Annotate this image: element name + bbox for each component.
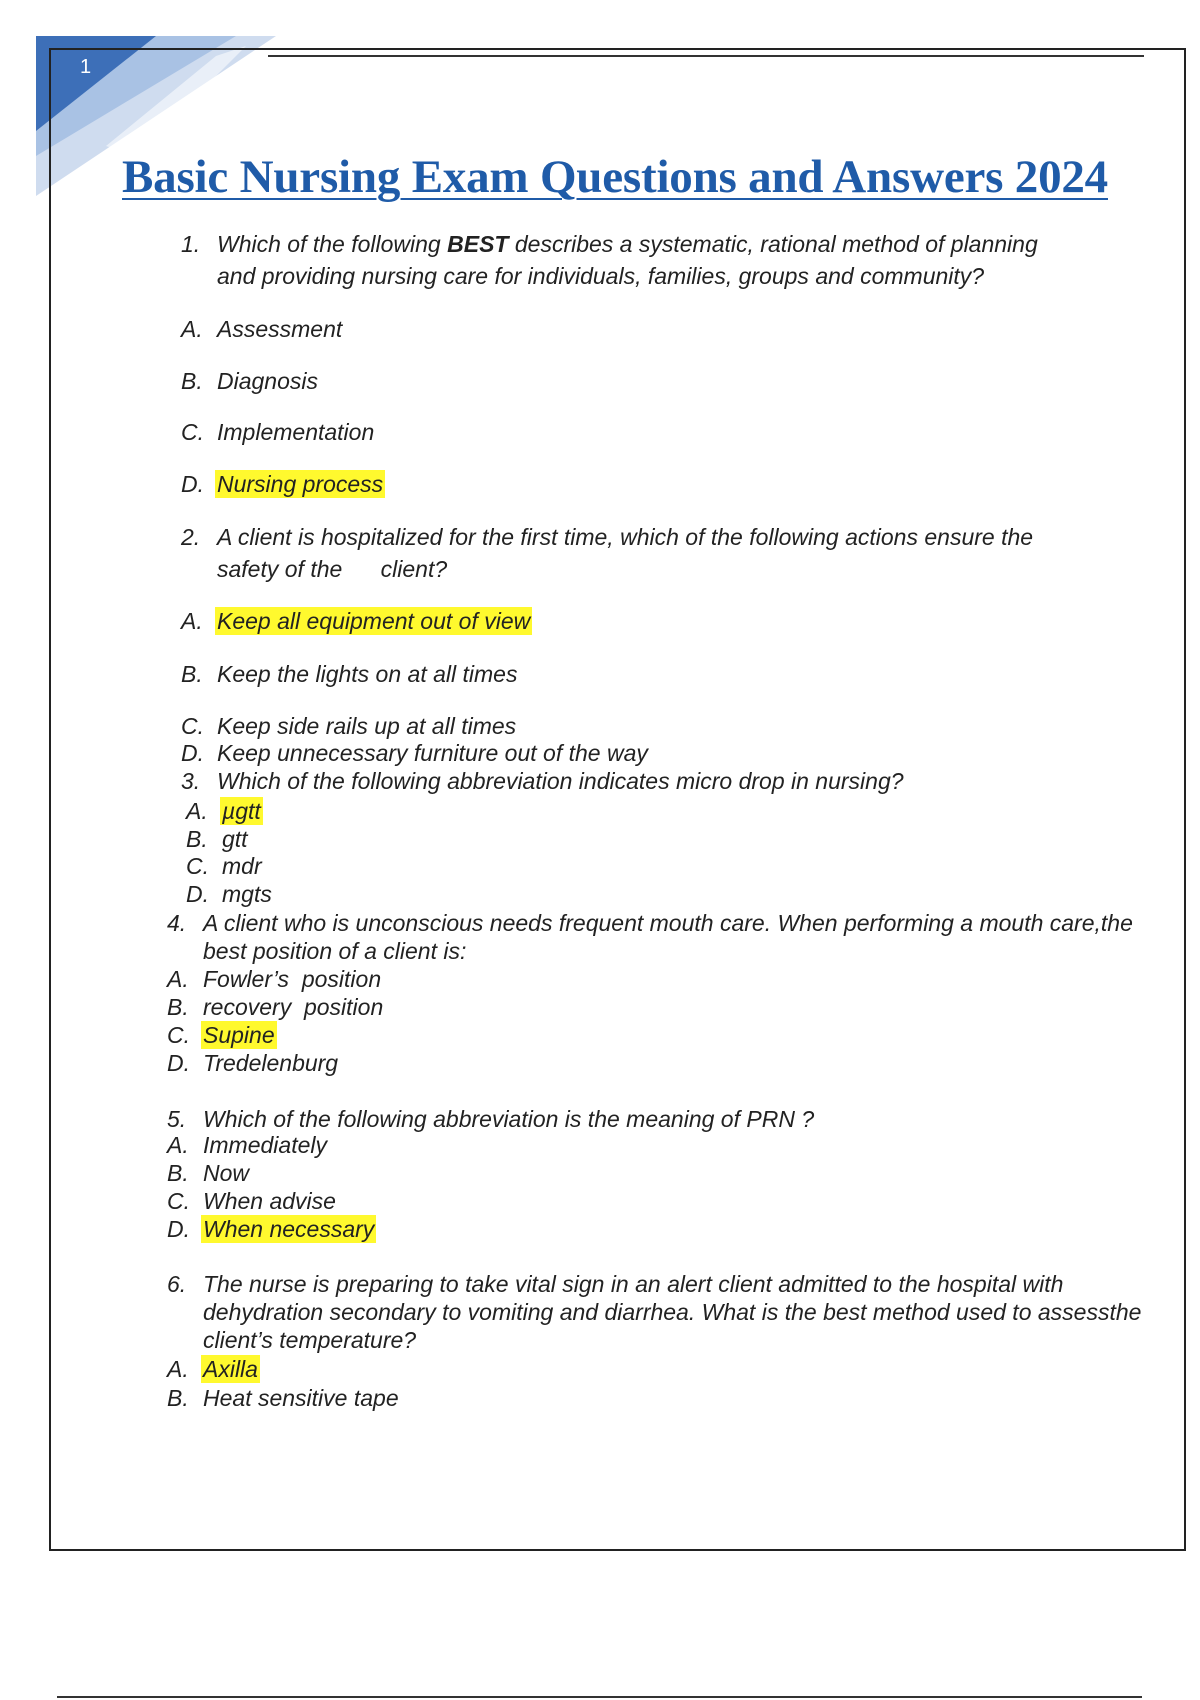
question-number: 2. bbox=[181, 524, 201, 550]
answer-highlight: Keep all equipment out of view bbox=[217, 608, 531, 634]
footer-rule bbox=[57, 1696, 1142, 1698]
answer-highlight: Nursing process bbox=[217, 471, 384, 497]
question-text: A client who is unconscious needs frequent mouth care. When performing a mouth care,the bbox=[203, 910, 1133, 936]
question-text-line: best position of a client is: bbox=[203, 938, 467, 964]
question-number: 4. bbox=[167, 910, 187, 936]
question-text-line: dehydration secondary to vomiting and diarrhea. What is the best method used to assessthe bbox=[203, 1299, 1142, 1325]
question-number: 6. bbox=[167, 1271, 187, 1297]
question-text: Which of the following abbreviation indicates micro drop in nursing? bbox=[217, 768, 904, 794]
question-text: Which of the following abbreviation is the meaning of PRN ? bbox=[203, 1106, 815, 1132]
question-text: A client is hospitalized for the first time, which of the following actions ensure the bbox=[217, 524, 1034, 550]
document-page: 1 Basic Nursing Exam Questions and Answers 2024 1. Which of the following BEST describes a systematic, rational method of planning and providing nursing care for individuals, families, groups and community? A. Assessment B. Diagnosis C. Implementation D. Nursing process 2. A client is hospitalized for the first time, which of the following actions ensure the safety of the client? A. Keep all equipment out of view B. Keep the lights on at all times C. Keep side rails up at all times D. Keep unnecessary furniture out of the way 3. Which of the following abbreviation indicates micro drop in nursing? A. µgtt B. gtt C. mdr D. mgts 4. A client who is unconscious needs frequent mouth care. When performing a mouth care,the best position of a client is: A. Fowler’s position B. recovery position C. Supine D. Tredelenburg 5. Which of the following abbreviation is the meaning of PRN ? A. Immediately B. Now C. When advise D. When necessary 6. The nurse is preparing to take vital sign in an alert client admitted to the hospital with dehydration secondary to vomiting and diarrhea. What is the best method used to assessthe client’s temperature? A. Axilla B. Heat sensitive tape bbox=[0, 0, 1200, 1700]
question-text: Which of the following BEST describes a systematic, rational method of planning bbox=[217, 231, 1038, 257]
question-number: 3. bbox=[181, 768, 201, 794]
answer-highlight: µgtt bbox=[222, 798, 261, 824]
question-number: 5. bbox=[167, 1106, 187, 1132]
answer-highlight: Supine bbox=[203, 1022, 275, 1048]
question-text-line: client’s temperature? bbox=[203, 1327, 417, 1353]
document-title: Basic Nursing Exam Questions and Answers 2024 bbox=[122, 151, 1108, 203]
answer-highlight: When necessary bbox=[203, 1216, 375, 1242]
page-number: 1 bbox=[80, 56, 92, 78]
question-text-line: safety of the client? bbox=[217, 556, 448, 582]
question-text: The nurse is preparing to take vital sign in an alert client admitted to the hospital with bbox=[203, 1271, 1064, 1297]
question-text-line: and providing nursing care for individuals, families, groups and community? bbox=[217, 263, 985, 289]
question-number: 1. bbox=[181, 231, 201, 257]
answer-highlight: Axilla bbox=[203, 1356, 258, 1382]
